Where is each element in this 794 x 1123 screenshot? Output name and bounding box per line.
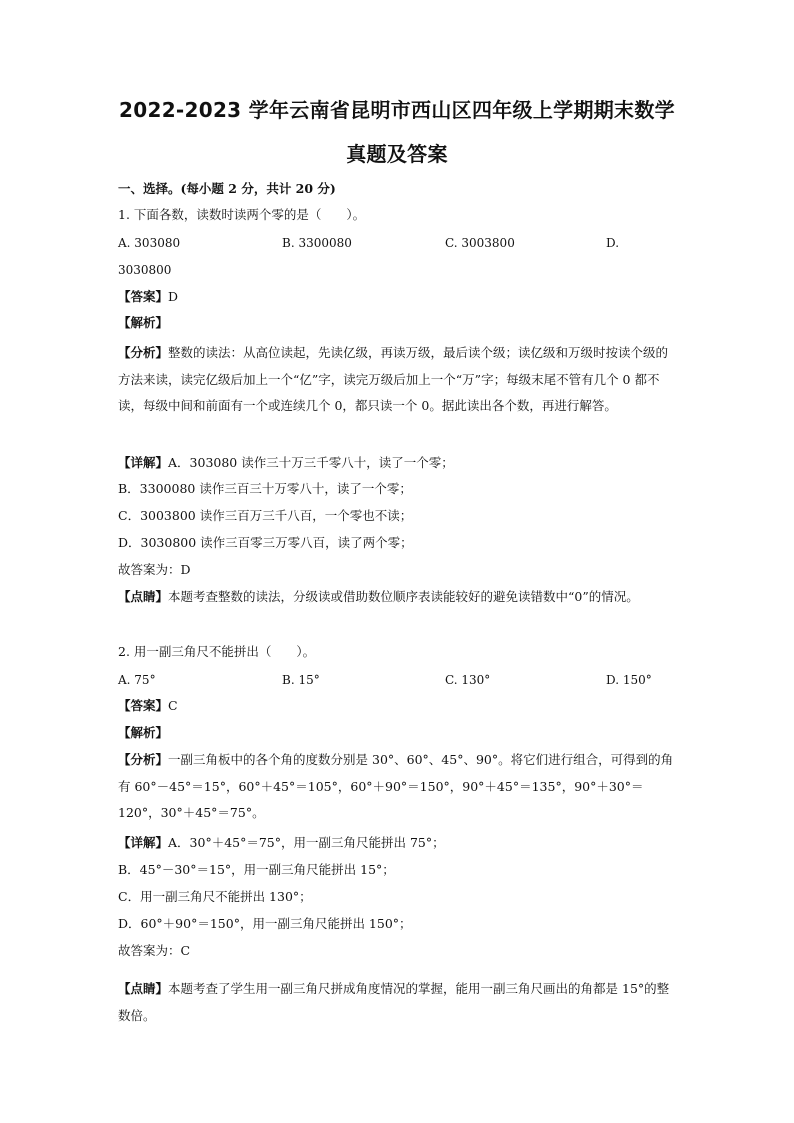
dianjing-text: 本题考查整数的读法，分级读或借助数位顺序表读能较好的避免读错数中“0”的情况。 bbox=[168, 589, 639, 604]
detail-tag: 【详解】 bbox=[118, 835, 169, 850]
q2-option-b: B. 15° bbox=[282, 673, 320, 687]
q2-detail-a bbox=[118, 834, 678, 852]
q2-analysis-tag: 【解析】 bbox=[118, 725, 169, 740]
fenxi-text: 整数的读法：从高位读起，先读亿级，再读万级，最后读个级；读亿级和万级时按读个级的方法来读，读完亿级后加上一个“亿”字，读完万级后加上一个“万”字；每级末尾不管有几个 0 都不读，每级中间和前面有一个或连续几个 0，都只读一个 0。据此读出各个数，再进行解答。 bbox=[118, 345, 669, 413]
answer-value: D bbox=[168, 289, 179, 304]
q2-option-c: C. 130° bbox=[445, 673, 491, 687]
q1-option-d-value: 3030800 bbox=[118, 263, 172, 277]
detail-tag: 【详解】 bbox=[118, 455, 169, 470]
q1-option-c: C. 3003800 bbox=[445, 236, 515, 250]
dianjing-text: 本题考查了学生用一副三角尺拼成角度情况的掌握，能用一副三角尺画出的角都是 15°的整数倍。 bbox=[118, 981, 670, 1023]
q1-option-b: B. 3300080 bbox=[282, 236, 352, 250]
q1-dianjing bbox=[118, 584, 678, 611]
detail-a-text: A．30°＋45°＝75°，用一副三角尺能拼出 75°； bbox=[168, 835, 445, 850]
q2-stem: 2. 用一副三角尺不能拼出（ ）。 bbox=[118, 644, 316, 659]
q2-detail-d: D．60°＋90°＝150°，用一副三角尺能拼出 150°； bbox=[118, 916, 412, 931]
q2-answer bbox=[118, 697, 678, 715]
section-heading: 一、选择。(每小题 2 分，共计 20 分) bbox=[118, 181, 336, 196]
answer-value: C bbox=[168, 698, 178, 713]
q2-detail-b: B．45°－30°＝15°，用一副三角尺能拼出 15°； bbox=[118, 862, 395, 877]
dianjing-tag: 【点睛】 bbox=[118, 981, 169, 996]
q1-fenxi bbox=[118, 340, 678, 420]
q2-option-d: D. 150° bbox=[606, 673, 652, 687]
fenxi-tag: 【分析】 bbox=[118, 345, 169, 360]
q2-option-a: A. 75° bbox=[118, 673, 156, 687]
q1-detail-b: B．3300080 读作三百三十万零八十，读了一个零； bbox=[118, 481, 412, 496]
detail-a-text: A．303080 读作三十万三千零八十，读了一个零； bbox=[168, 455, 454, 470]
answer-tag: 【答案】 bbox=[118, 698, 169, 713]
q1-detail-a bbox=[118, 454, 678, 472]
q1-detail-d: D．3030800 读作三百零三万零八百，读了两个零； bbox=[118, 535, 413, 550]
answer-tag: 【答案】 bbox=[118, 289, 169, 304]
title-line-1: 2022-2023 学年云南省昆明市西山区四年级上学期期末数学 bbox=[119, 98, 675, 122]
q2-conclusion: 故答案为：C bbox=[118, 943, 191, 958]
q1-stem: 1. 下面各数，读数时读两个零的是（ ）。 bbox=[118, 207, 366, 222]
q1-detail-c: C．3003800 读作三百万三千八百，一个零也不读； bbox=[118, 508, 413, 523]
q2-dianjing bbox=[118, 976, 678, 1029]
title-line-2: 真题及答案 bbox=[346, 142, 448, 166]
q1-option-a: A. 303080 bbox=[118, 236, 181, 250]
q1-conclusion: 故答案为：D bbox=[118, 562, 191, 577]
q1-answer bbox=[118, 288, 678, 306]
fenxi-text: 一副三角板中的各个角的度数分别是 30°、60°、45°、90°。将它们进行组合，可得到的角有 60°－45°＝15°，60°＋45°＝105°，60°＋90°＝150°，90°＋45°＝135°，90°＋30°＝120°，30°＋45°＝75°。 bbox=[118, 752, 674, 820]
q1-analysis-tag: 【解析】 bbox=[118, 315, 169, 330]
fenxi-tag: 【分析】 bbox=[118, 752, 169, 767]
q2-fenxi bbox=[118, 747, 678, 827]
q2-detail-c: C．用一副三角尺不能拼出 130°； bbox=[118, 889, 312, 904]
q1-option-d: D. bbox=[606, 236, 620, 250]
dianjing-tag: 【点睛】 bbox=[118, 589, 169, 604]
